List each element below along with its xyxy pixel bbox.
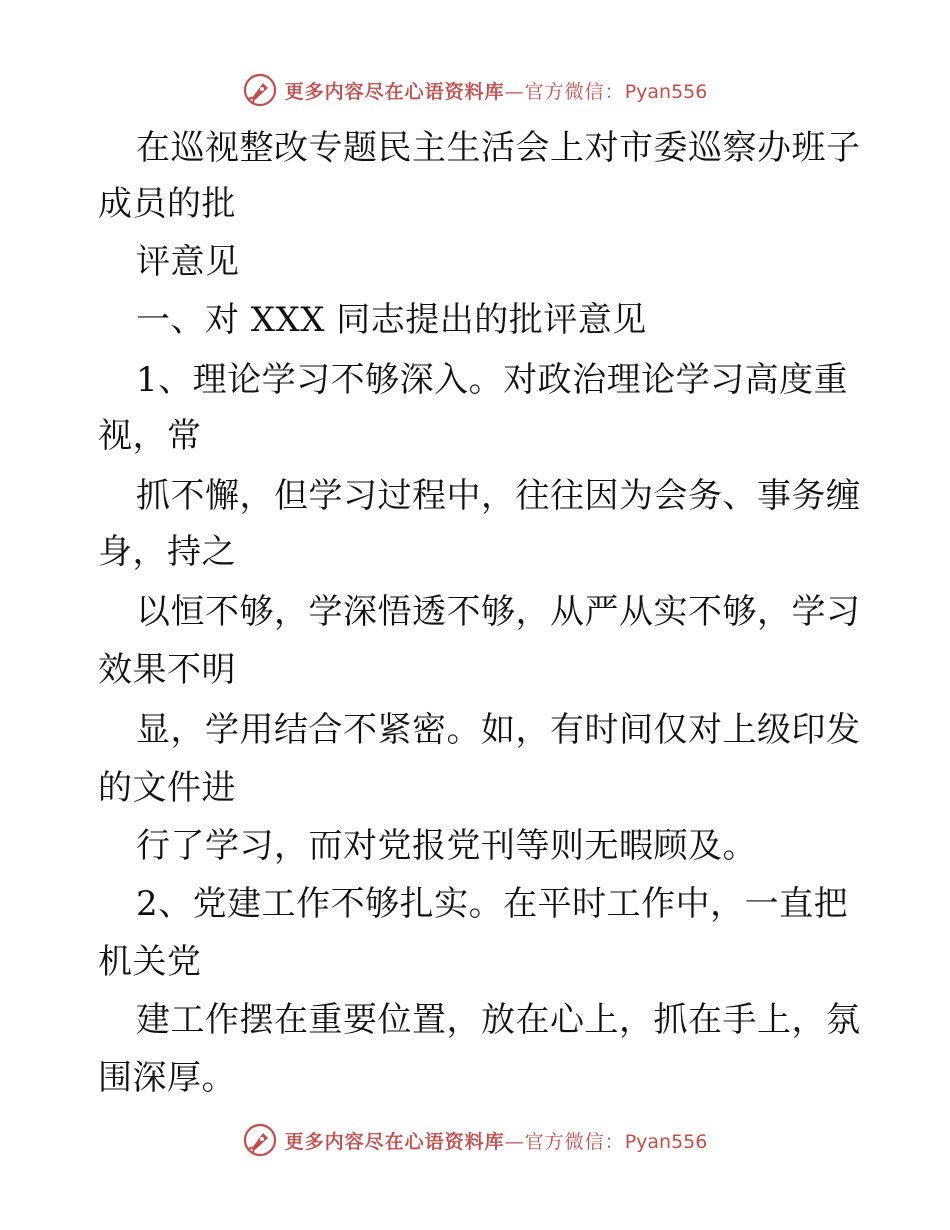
text-line: 围深厚。: [98, 1058, 236, 1098]
banner-wechat-label: 官方微信：: [524, 80, 625, 103]
text-line: 在巡视整改专题民主生活会上对市委巡察办班子: [136, 128, 861, 168]
text-line: 以恒不够，学深悟透不够，从严从实不够，学习: [136, 592, 861, 632]
text-line: 身，持之: [98, 532, 236, 572]
text-line: 1、理论学习不够深入。对政治理论学习高度重: [136, 360, 849, 400]
banner-dash: —: [504, 1130, 525, 1153]
text-line: 显，学用结合不紧密。如，有时间仅对上级印发: [136, 710, 861, 750]
banner-dash: —: [504, 80, 525, 103]
text-line: 成员的批: [98, 184, 236, 224]
banner-wechat-id: Pyan556: [624, 80, 708, 103]
banner-wechat-label: 官方微信：: [524, 1130, 625, 1153]
text-line: 机关党: [98, 942, 202, 982]
text-line: 评意见: [136, 242, 240, 282]
text-line: 建工作摆在重要位置，放在心上，抓在手上，氛: [136, 1000, 861, 1040]
banner-site-name: 更多内容尽在心语资料库: [284, 1130, 505, 1153]
footer-banner: [0, 1118, 950, 1162]
pen-nib-logo-icon: [243, 73, 277, 107]
section-heading: 一、对 XXX 同志提出的批评意见: [136, 300, 647, 340]
header-banner-text: [285, 77, 708, 104]
banner-site-name: 更多内容尽在心语资料库: [284, 80, 505, 103]
text-line: 抓不懈，但学习过程中，往往因为会务、事务缠: [136, 476, 861, 516]
text-line: 视，常: [98, 416, 202, 456]
footer-banner-content: [243, 1123, 708, 1157]
footer-banner-text: [285, 1127, 708, 1154]
banner-wechat-id: Pyan556: [624, 1130, 708, 1153]
text-line: 效果不明: [98, 650, 236, 690]
header-banner-content: [243, 73, 708, 107]
header-banner: [0, 68, 950, 112]
pen-nib-logo-icon: [243, 1123, 277, 1157]
text-line: 行了学习，而对党报党刊等则无暇顾及。: [136, 826, 757, 866]
text-line: 2、党建工作不够扎实。在平时工作中，一直把: [136, 884, 849, 924]
text-line: 的文件进: [98, 768, 236, 808]
